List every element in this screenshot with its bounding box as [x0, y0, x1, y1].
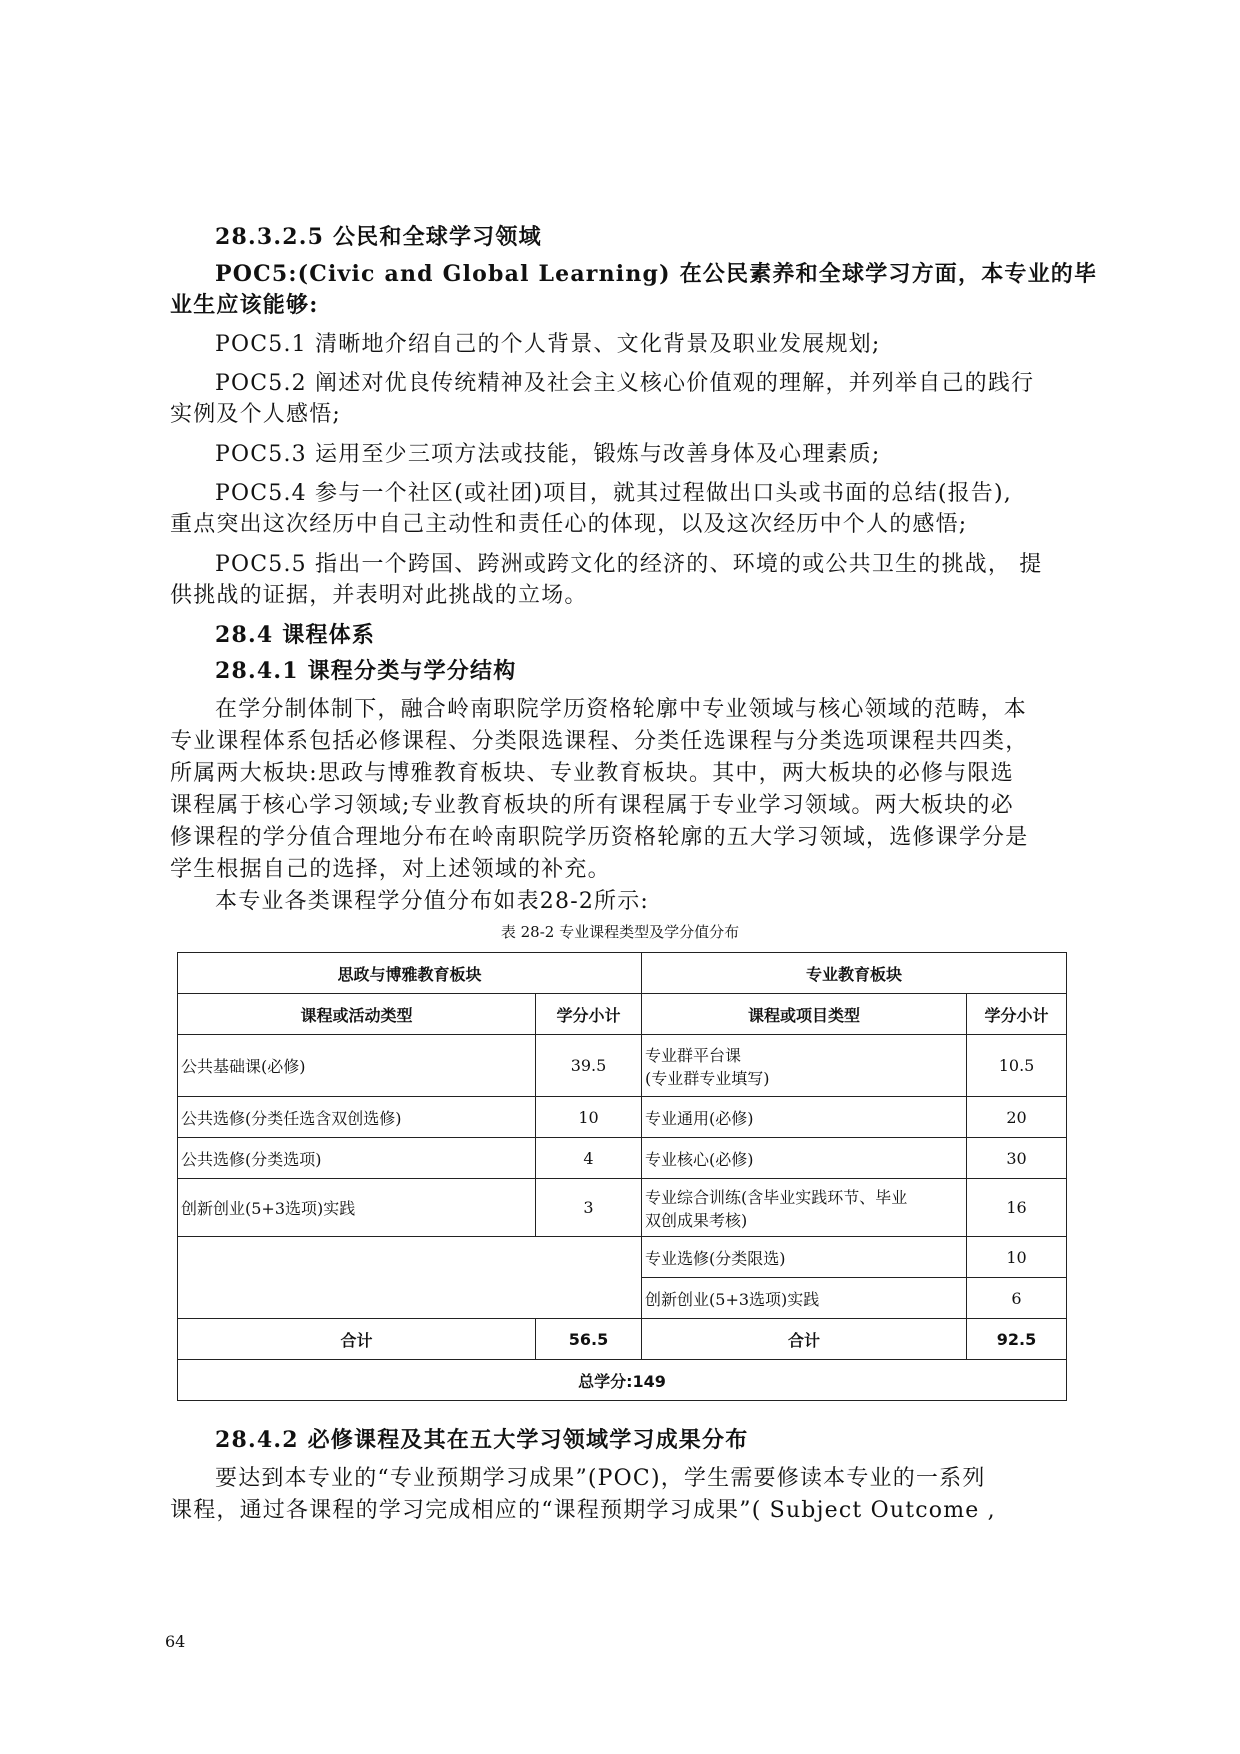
poc5-5-line1: POC5.5 指出一个跨国、跨洲或跨文化的经济的、环境的或公共卫生的挑战， 提 — [215, 552, 1043, 577]
cell-line: (专业群专业填写) — [645, 1068, 770, 1088]
right-type-header: 课程或项目类型 — [642, 994, 967, 1035]
paragraph-line: 要达到本专业的“专业预期学习成果”(POC)，学生需要修读本专业的一系列 — [215, 1466, 986, 1491]
poc5-intro-line2: 业生应该能够: — [170, 292, 319, 318]
sum-value-left: 56.5 — [536, 1319, 642, 1360]
table-cell: 公共选修(分类任选含双创选修) — [178, 1097, 536, 1138]
total-credits: 总学分:149 — [178, 1360, 1067, 1401]
poc5-3: POC5.3 运用至少三项方法或技能，锻炼与改善身体及心理素质; — [215, 442, 881, 467]
table-cell: 专业通用(必修) — [642, 1097, 967, 1138]
table-cell — [642, 1035, 967, 1097]
table-row — [178, 1138, 1067, 1179]
table-cell: 6 — [967, 1278, 1067, 1319]
paragraph-line: 所属两大板块:思政与博雅教育板块、专业教育板块。其中，两大板块的必修与限选 — [170, 761, 1014, 786]
poc5-2-line1: POC5.2 阐述对优良传统精神及社会主义核心价值观的理解，并列举自己的践行 — [215, 371, 1035, 396]
sum-label-left: 合计 — [178, 1319, 536, 1360]
paragraph-line: 课程属于核心学习领域;专业教育板块的所有课程属于专业学习领域。两大板块的必 — [170, 793, 1014, 818]
table-cell: 39.5 — [536, 1035, 642, 1097]
table-cell: 16 — [967, 1179, 1067, 1237]
table-cell: 10 — [536, 1097, 642, 1138]
table-row — [178, 953, 1067, 994]
paragraph-line: 本专业各类课程学分值分布如表28-2所示: — [215, 889, 650, 914]
table-cell: 3 — [536, 1179, 642, 1237]
section-heading-28-4-1: 28.4.1 课程分类与学分结构 — [215, 658, 517, 684]
table-row — [178, 1035, 1067, 1097]
table-cell — [642, 1179, 967, 1237]
poc5-2-line2: 实例及个人感悟; — [170, 402, 342, 427]
table-cell: 专业选修(分类限选) — [642, 1237, 967, 1278]
paragraph-line: 专业课程体系包括必修课程、分类限选课程、分类任选课程与分类选项课程共四类， — [170, 729, 1029, 754]
poc5-intro-line1: POC5:(Civic and Global Learning) 在公民素养和全球学习方面，本专业的毕 — [215, 261, 1098, 287]
paragraph-line: 在学分制体制下，融合岭南职院学历资格轮廓中专业领域与核心领域的范畴，本 — [215, 697, 1028, 722]
sum-value-right: 92.5 — [967, 1319, 1067, 1360]
table-row — [178, 994, 1067, 1035]
poc5-4-line2: 重点突出这次经历中自己主动性和责任心的体现，以及这次经历中个人的感悟; — [170, 512, 968, 537]
paragraph-line: 课程，通过各课程的学习完成相应的“课程预期学习成果”( Subject Outcome , — [170, 1498, 996, 1523]
left-type-header: 课程或活动类型 — [178, 994, 536, 1035]
table-row — [178, 1179, 1067, 1237]
table-cell: 10 — [967, 1237, 1067, 1278]
table-row — [178, 1360, 1067, 1401]
table-cell: 10.5 — [967, 1035, 1067, 1097]
paragraph-line: 修课程的学分值合理地分布在岭南职院学历资格轮廓的五大学习领域，选修课学分是 — [170, 825, 1029, 850]
cell-line: 专业综合训练(含毕业实践环节、毕业 — [645, 1187, 908, 1207]
table-cell: 20 — [967, 1097, 1067, 1138]
paragraph-line: 学生根据自己的选择，对上述领域的补充。 — [170, 857, 611, 882]
cell-line: 专业群平台课 — [645, 1045, 742, 1065]
empty-cell — [178, 1237, 642, 1319]
poc5-1: POC5.1 清晰地介绍自己的个人背景、文化背景及职业发展规划; — [215, 332, 881, 357]
left-credit-header: 学分小计 — [536, 994, 642, 1035]
table-cell: 4 — [536, 1138, 642, 1179]
poc5-5-line2: 供挑战的证据，并表明对此挑战的立场。 — [170, 583, 588, 608]
table-cell: 创新创业(5+3选项)实践 — [178, 1179, 536, 1237]
section-heading-28-4-2: 28.4.2 必修课程及其在五大学习领域学习成果分布 — [215, 1427, 749, 1453]
table-cell: 专业核心(必修) — [642, 1138, 967, 1179]
cell-line: 双创成果考核) — [645, 1210, 748, 1230]
poc5-4-line1: POC5.4 参与一个社区(或社团)项目，就其过程做出口头或书面的总结(报告), — [215, 481, 1012, 506]
table-row — [178, 1097, 1067, 1138]
table-cell: 30 — [967, 1138, 1067, 1179]
table-row — [178, 1319, 1067, 1360]
right-credit-header: 学分小计 — [967, 994, 1067, 1035]
right-block-header: 专业教育板块 — [642, 953, 1067, 994]
table-cell: 公共基础课(必修) — [178, 1035, 536, 1097]
left-block-header: 思政与博雅教育板块 — [178, 953, 642, 994]
section-heading-28-3-2-5: 28.3.2.5 公民和全球学习领域 — [215, 224, 542, 250]
table-row — [178, 1237, 1067, 1278]
table-cell: 创新创业(5+3选项)实践 — [642, 1278, 967, 1319]
sum-label-right: 合计 — [642, 1319, 967, 1360]
table-caption: 表 28-2 专业课程类型及学分值分布 — [500, 923, 740, 941]
table-cell: 公共选修(分类选项) — [178, 1138, 536, 1179]
credits-table — [177, 952, 1067, 1401]
section-heading-28-4: 28.4 课程体系 — [215, 622, 376, 648]
page-number: 64 — [165, 1632, 186, 1651]
